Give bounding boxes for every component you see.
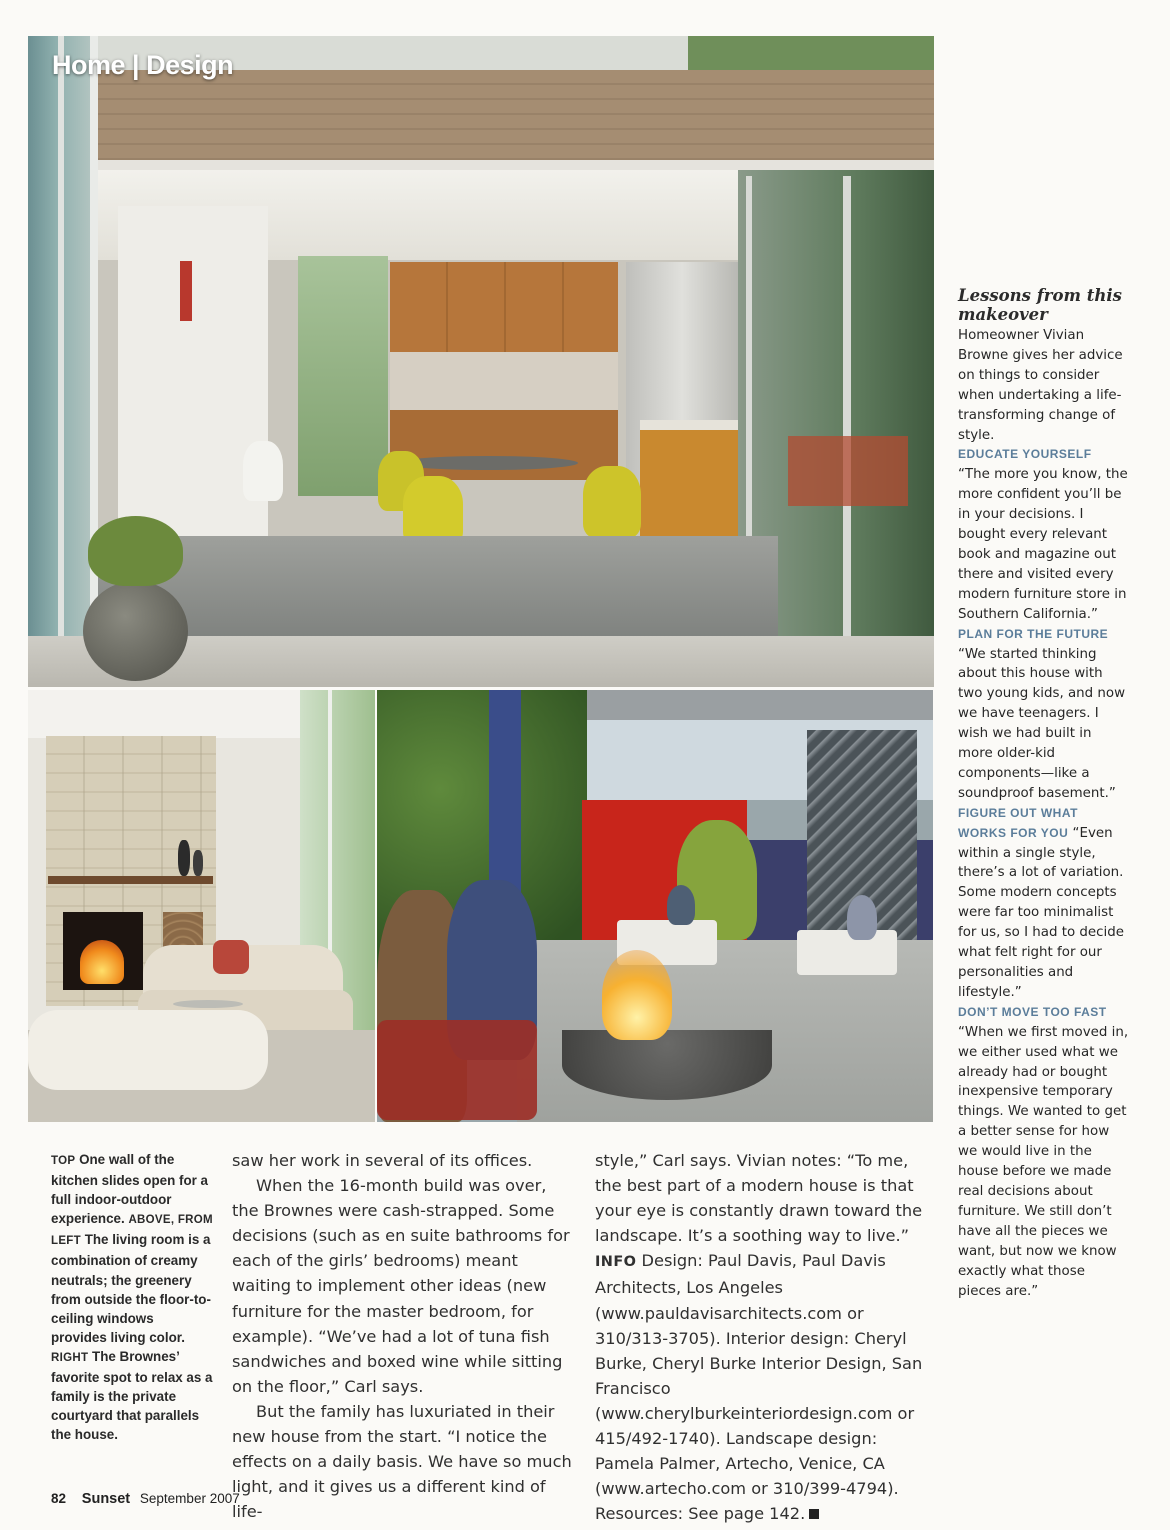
sidebar-title: Lessons from this makeover	[958, 286, 1122, 324]
tip-heading: EDUCATE YOURSELF	[958, 447, 1092, 462]
caption-label-above: ABOVE, FROM LEFT	[51, 1214, 213, 1248]
sidebar-tip	[958, 625, 1130, 804]
body-paragraph: style,” Carl says. Vivian notes: “To me, the best part of a modern house is that your eye is constantly drawn toward the landscape. It’s a soothing way to live.”	[595, 1151, 923, 1246]
body-paragraph: But the family has luxuriated in their new house from the start. “I notice the effects on a daily basis. We have so much light, and it gives us a different kind of life-	[232, 1401, 572, 1522]
info-text: Design: Paul Davis, Paul Davis Architects, Los Angeles (www.pauldavisarchitects.com or 310/313-3705). Interior design: Cheryl Burke, Cheryl Burke Interior Design, San Francisco (www.cherylburkeinteriordesign.com or 415/492-1740). Landscape design: Pamela Palmer, Artecho, Venice, CA (www.artecho.com or 310/399-4794). Resources: See page 142.	[595, 1251, 923, 1524]
caption-label-right: RIGHT	[51, 1351, 89, 1364]
page-number: 82	[51, 1491, 67, 1506]
sidebar-tip	[958, 445, 1130, 624]
body-column-1	[232, 1148, 572, 1524]
tip-text: “We started thinking about this house with two young kids, and now we have teenagers. I wish we had built in more older-kid components—like a soundproof basement.”	[958, 646, 1126, 801]
info-label: INFO	[595, 1254, 637, 1271]
caption-text-top: One wall of the kitchen slides open for a full indoor-outdoor experience.	[51, 1152, 209, 1227]
issue-date: September 2007	[139, 1491, 240, 1506]
caption-text-above: The living room is a combination of creamy neutrals; the greenery from outside the floor-to-ceiling windows provides living color.	[51, 1232, 211, 1345]
caption-text-right: The Brownes’ favorite spot to relax as a family is the private courtyard that parallels the house.	[51, 1348, 213, 1443]
body-column-2	[595, 1148, 933, 1526]
end-mark-icon	[809, 1509, 819, 1519]
sidebar-lessons	[958, 286, 1130, 1301]
page-footer	[51, 1491, 240, 1507]
photo-caption	[51, 1150, 213, 1444]
section-tag: Home | Design	[52, 50, 234, 80]
tip-heading: PLAN FOR THE FUTURE	[958, 626, 1109, 641]
tip-text: “When we first moved in, we either used what we already had or bought inexpensive temporary things. We wanted to get a better sense for how we would live in the house before we made real decisions about furniture. We still don’t have all the pieces we want, but now we know exactly what those pieces are.”	[958, 1024, 1129, 1299]
info-paragraph	[595, 1248, 933, 1526]
caption-label-top: TOP	[51, 1155, 76, 1167]
living-room-photo	[28, 690, 375, 1122]
tip-text: “The more you know, the more confident you’ll be in your decisions. I bought every relevant book and magazine out there and visited every modern furniture store in Southern California.”	[958, 467, 1128, 622]
kitchen-photo	[28, 36, 934, 687]
tip-heading: FIGURE OUT WHAT WORKS FOR YOU	[958, 805, 1078, 840]
body-paragraph: When the 16-month build was over, the Brownes were cash-strapped. Some decisions (such as en suite bathrooms for each of the girls’ bedrooms) meant waiting to implement other ideas (new furniture for the master bedroom, for example). “We’ve had a lot of tuna fish sandwiches and boxed wine while sitting on the floor,” Carl says.	[232, 1176, 570, 1396]
courtyard-photo	[377, 690, 933, 1122]
tip-heading: DON’T MOVE TOO FAST	[958, 1004, 1107, 1019]
magazine-name: Sunset	[81, 1491, 131, 1507]
tip-text: “Even within a single style, there’s a lot of variation. Some modern concepts were far too minimalist for us, so I had to decide what felt right for our personalities and lifestyle.”	[958, 825, 1124, 1000]
body-paragraph: saw her work in several of its offices.	[232, 1151, 533, 1170]
sidebar-intro: Homeowner Vivian Browne gives her advice on things to consider when undertaking a life-transforming change of style.	[958, 328, 1123, 443]
sidebar-tip	[958, 1003, 1130, 1302]
sidebar-tip	[958, 804, 1130, 1003]
